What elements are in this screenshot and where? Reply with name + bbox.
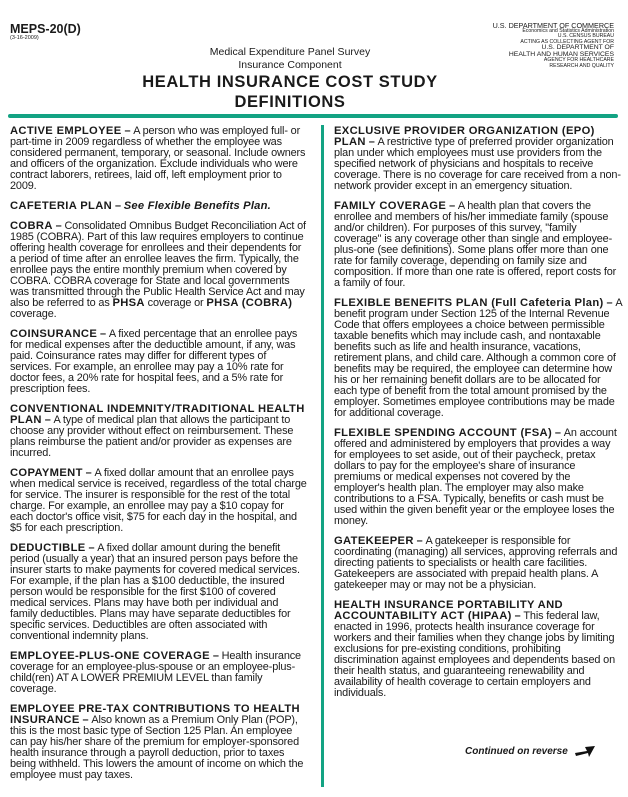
definition-hipaa bbox=[334, 600, 622, 699]
definition-text: A restrictive type of preferred provider organization plan under which employees must use providers from the specified network of physicians and hospitals to receive coverage. There is no coverage for care received from a non-network provider except in an emergency situation. bbox=[334, 136, 621, 192]
term: GATEKEEPER bbox=[334, 535, 414, 547]
column-divider bbox=[321, 125, 324, 787]
agency-line: U.S. DEPARTMENT OF bbox=[541, 43, 614, 51]
dash: – bbox=[82, 467, 95, 479]
definition-text: coverage. bbox=[10, 308, 57, 320]
definition-text: A type of medical plan that allows the participant to choose any provider without effect on reimbursement. These plans reimburse the patient and/or provider as expenses are incurred. bbox=[10, 414, 294, 459]
left-column bbox=[10, 126, 308, 790]
definition-epo bbox=[334, 126, 622, 192]
definition-text: Health insurance coverage for an employee-plus-spouse or an employee-plus-child(ren) AT A LOWER PREMIUM LEVEL than family coverage. bbox=[10, 650, 301, 695]
definition-text: A fixed dollar amount that an enrollee pays when medical service is received, regardless of the total charge for service. The insurer is responsible for the rest of the total charge. For example, an enrollee may pay a $10 copay for each doctor's office visit, $75 for each day in the hospital, and $5 for each prescription. bbox=[10, 467, 307, 534]
term: COBRA bbox=[10, 220, 53, 232]
survey-component: Insurance Component bbox=[238, 59, 342, 71]
definition-fsa bbox=[334, 428, 622, 527]
dash: – bbox=[121, 125, 134, 137]
dash: – bbox=[365, 136, 378, 148]
dash: – bbox=[52, 220, 65, 232]
term: CAFETERIA PLAN bbox=[10, 200, 113, 212]
term: EXCLUSIVE PROVIDER ORGANIZATION (EPO) PLAN bbox=[334, 125, 595, 148]
definition-deductible bbox=[10, 543, 308, 642]
definition-gatekeeper bbox=[334, 536, 622, 591]
dash: – bbox=[85, 542, 98, 554]
dash: – bbox=[41, 414, 54, 426]
term: FLEXIBLE BENEFITS PLAN (Full Cafeteria Plan) bbox=[334, 297, 604, 309]
page-title: HEALTH INSURANCE COST STUDY bbox=[142, 73, 438, 91]
definition-text: A gatekeeper is responsible for coordinating (managing) all services, approving referrals and directing patients to specialists or health care facilities. Gatekeepers are associated with prepaid health plans. A gatekeeper may or may not be a physician. bbox=[334, 535, 618, 591]
right-column bbox=[334, 126, 622, 708]
dash: – bbox=[112, 200, 124, 212]
cross-reference: See Flexible Benefits Plan. bbox=[123, 200, 271, 212]
agency-line: RESEARCH AND QUALITY bbox=[549, 62, 614, 69]
agency-line: ACTING AS COLLECTING AGENT FOR bbox=[520, 38, 614, 45]
agency-line: U.S. DEPARTMENT OF COMMERCE bbox=[492, 21, 614, 30]
definition-text: A fixed percentage that an enrollee pays for medical expenses after the deductible amount, if any, was paid. Coinsurance rates may differ for different types of services. For example, an enrollee may pay a 10% rate for doctor fees, a 20% rate for hospital fees, and a 5% rate for prescription fees. bbox=[10, 328, 298, 395]
definition-flexible-benefits bbox=[334, 298, 622, 419]
term: FAMILY COVERAGE bbox=[334, 200, 447, 212]
term: CONVENTIONAL INDEMNITY/TRADITIONAL HEALTH PLAN bbox=[10, 403, 305, 426]
definition-pretax-contributions bbox=[10, 704, 308, 781]
emphasis: PHSA bbox=[112, 297, 145, 309]
definition-text: An account offered and administered by employers that provides a way for employees to set aside, out of their paycheck, pretax dollars to pay for the employee's share of insurance premiums or medical expenses not covered by the employer's health plan. The employer may also make contributions to a FSA. Typically, benefits or cash must be used within the given benefit year or the employee loses the money. bbox=[334, 427, 617, 527]
dash: – bbox=[511, 610, 524, 622]
continued-label: Continued on reverse bbox=[465, 745, 568, 757]
agency-line: AGENCY FOR HEALTHCARE bbox=[543, 57, 614, 64]
agency-line: HEALTH AND HUMAN SERVICES bbox=[508, 50, 614, 58]
definition-text: coverage or bbox=[144, 297, 207, 309]
dash: – bbox=[446, 200, 458, 212]
definition-text: Consolidated Omnibus Budget Reconciliation Act of 1985 (COBRA). Part of this law requires employers to continue offering health coverage for enrollees and their dependents for a period of time after an enrollee leaves the firm. Typically, the enrollee pays the entire monthly premium when covered by COBRA. COBRA coverage for State and local governments was transmitted through the Public Health Service Act and may also be referred to as bbox=[10, 220, 306, 309]
term: DEDUCTIBLE bbox=[10, 542, 86, 554]
term: HEALTH INSURANCE PORTABILITY AND ACCOUNTABILITY ACT (HIPAA) bbox=[334, 599, 563, 622]
agency-block bbox=[493, 22, 614, 69]
document-header bbox=[120, 46, 460, 112]
term: COPAYMENT bbox=[10, 467, 83, 479]
agency-line: U.S. CENSUS BUREAU bbox=[557, 33, 614, 40]
dash: – bbox=[552, 427, 564, 439]
continued-on-reverse bbox=[465, 744, 596, 758]
dash: – bbox=[209, 650, 222, 662]
emphasis: PHSA (COBRA) bbox=[206, 297, 293, 309]
dash: – bbox=[413, 535, 426, 547]
definition-text: Also known as a Premium Only Plan (POP), this is the most basic type of Section 125 Plan. An employee can pay his/her share of the premium for employer-sponsored health insurance through a payroll deduction, prior to taxes being withheld. This lowers the amount of income on which the employee must pay taxes. bbox=[10, 714, 304, 781]
survey-name: Medical Expenditure Panel Survey bbox=[209, 46, 371, 58]
definition-active-employee bbox=[10, 126, 308, 192]
definition-conventional-indemnity bbox=[10, 404, 308, 459]
definition-family-coverage bbox=[334, 201, 622, 289]
dash: – bbox=[603, 297, 616, 309]
definition-text: This federal law, enacted in 1996, protects health insurance coverage for workers and their families when they change jobs by limiting exclusions for pre-existing conditions, prohibiting discrimination against employees and dependents based on their health status, and guaranteeing renewability and availability of health coverage to certain employers and individuals. bbox=[334, 610, 615, 699]
definition-cobra bbox=[10, 221, 308, 320]
form-date: (3-16-2009) bbox=[10, 35, 39, 41]
header-divider bbox=[8, 114, 618, 118]
term: ACTIVE EMPLOYEE bbox=[10, 125, 122, 137]
page-title-line2: DEFINITIONS bbox=[234, 93, 346, 111]
form-id: MEPS-20(D) bbox=[10, 22, 81, 36]
definition-cafeteria-plan bbox=[10, 201, 308, 212]
definition-text: A fixed dollar amount during the benefit period (usually a year) that an insured person pays before the insurer starts to make payments for covered medical services. For example, if the plan has a $100 deductible, the insured person would be responsible for the first $100 of covered medical services. Plans may have both per individual and family deductibles. Plans may have separate deductibles for specific services. Deductibles are often associated with conventional indemnity plans. bbox=[10, 542, 300, 642]
definition-employee-plus-one bbox=[10, 651, 308, 695]
term: EMPLOYEE PRE-TAX CONTRIBUTIONS TO HEALTH INSURANCE bbox=[10, 703, 300, 726]
term: COINSURANCE bbox=[10, 328, 98, 340]
arrow-right-icon bbox=[574, 744, 596, 758]
dash: – bbox=[79, 714, 92, 726]
agency-line: Economics and Statistics Administration bbox=[522, 28, 614, 35]
dash: – bbox=[97, 328, 109, 340]
definition-text: A benefit program under Section 125 of the Internal Revenue Code that offers employees a choice between permissible taxable benefits which may include cash, and nontaxable benefits such as life and health insurance, vacations, retirement plans, and child care. Although a common core of benefits may be required, the employee can determine how his or her remaining benefit dollars are to be allocated for each type of benefit from the total amount promised by the employer. Sometimes employee contributions may be made for additional coverage. bbox=[334, 297, 622, 419]
definition-text: A health plan that covers the enrollee and members of his/her immediate family (spouse and/or children). For purposes of this survey, "family coverage" is any coverage other than single and employee-plus-one (see definitions). Some plans offer more than one rate for family coverage, depending on family size and composition. If more than one rate is offered, report costs for a family of four. bbox=[334, 200, 617, 289]
definition-text: A person who was employed full- or part-time in 2009 regardless of whether the employee was considered permanent, temporary, or seasonal. Include owners and officers of the organization. Exclude individuals who were contract laborers, retirees, laid off, left employment prior to 2009. bbox=[10, 125, 306, 192]
term: EMPLOYEE-PLUS-ONE COVERAGE bbox=[10, 650, 210, 662]
definition-coinsurance bbox=[10, 329, 308, 395]
term: FLEXIBLE SPENDING ACCOUNT (FSA) bbox=[334, 427, 553, 439]
definition-copayment bbox=[10, 468, 308, 534]
